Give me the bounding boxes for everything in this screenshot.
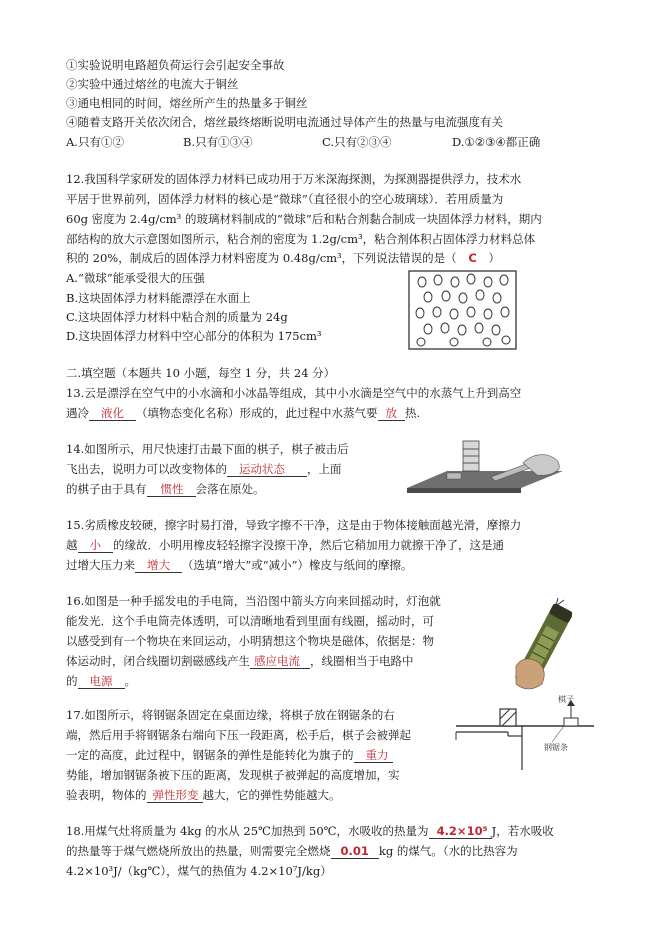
q12-option-b: B.这块固体浮力材料能漂浮在水面上 [66, 291, 251, 305]
q11-statement-1: ①实验说明电路超负荷运行会引起安全事故 [66, 58, 285, 72]
q15-line-2-b: 的缘故．小明用橡皮轻轻擦字没擦干净，然后它稍加用力就擦干净了，这是通 [113, 538, 504, 552]
q12-line-5 [66, 249, 500, 267]
q12-answer: C [468, 251, 477, 265]
q13-answer-1: 液化 [101, 406, 124, 420]
q13-answer-2: 放 [385, 406, 397, 420]
q15-line-1: 15.劣质橡皮较硬，擦字时易打滑，导致字擦不干净，这是由于物体接触面越光滑，摩擦力 [66, 518, 522, 532]
q17-blank-1 [354, 748, 393, 763]
q15-line-3-a: 过增大压力来 [66, 558, 135, 572]
q17-answer-2: 弹性形变 [152, 788, 199, 802]
q18-line-2 [66, 842, 518, 860]
q13-line-2 [66, 404, 420, 422]
q12-option-c: C.这块固体浮力材料中粘合剂的质量为 24g [66, 310, 288, 324]
q16-line-4 [66, 652, 414, 670]
q14-blank-2 [147, 482, 196, 497]
q18-line-3: 4.2×10³J/（kg℃），煤气的热值为 4.2×10⁷J/kg） [66, 864, 332, 878]
q11-option-b: B.只有①③④ [183, 135, 253, 149]
q15-line-3 [66, 556, 413, 574]
q15-line-3-b: （选填“增大”或“减小”）橡皮与纸间的摩擦。 [182, 558, 413, 572]
q16-answer-1: 感应电流 [254, 654, 300, 668]
q14-line-2-a: 飞出去，说明力可以改变物体的 [66, 462, 227, 476]
q16-line-5-b: 。 [124, 674, 136, 688]
q16-line-5 [66, 672, 136, 690]
q17-line-5 [66, 786, 341, 804]
q15-line-2-a: 越 [66, 538, 78, 552]
q18-line-1-b: J，若水吸收 [491, 824, 554, 838]
q18-line-1 [66, 822, 554, 840]
q11-statement-4: ④随着支路开关依次闭合，熔丝最终熔断说明电流通过导体产生的热量与电流强度有关 [66, 115, 503, 129]
q13-line-2-b: （填物态变化名称）形成的，此过程中水蒸气要 [136, 406, 378, 420]
q15-answer-1: 小 [89, 538, 101, 552]
q13-blank-1 [89, 406, 136, 421]
q17-line-5-b: 越大，它的弹性势能越大。 [202, 788, 341, 802]
q11-option-d: D.①②③④都正确 [452, 135, 541, 149]
fig-label-saw: 钢锯条 [544, 743, 568, 752]
checker-strike-figure [403, 433, 568, 495]
q17-blank-2 [147, 788, 203, 803]
q17-line-3-a: 一定的高度，此过程中，钢锯条的弹性是能转化为旗子的 [66, 748, 354, 762]
q11-statement-3: ③通电相同的时间，熔丝所产生的热量多于铜丝 [66, 96, 308, 110]
q16-line-3: 以感受到有一个物块在来回运动，小明猜想这个物块是磁体，依据是：物 [66, 634, 434, 648]
q12-close-paren: ） [488, 251, 500, 265]
q18-answer-1: 4.2×10⁵ [436, 824, 488, 838]
q14-line-3-b: 会落在原处。 [195, 482, 265, 496]
q14-blank-1 [227, 462, 307, 477]
q16-answer-2: 电源 [89, 674, 113, 688]
microsphere-diagram [408, 270, 518, 352]
section-2-heading: 二.填空题（本题共 10 小题，每空 1 分，共 24 分） [66, 366, 336, 380]
q17-line-1: 17.如图所示，将钢锯条固定在桌面边缘，将棋子放在钢锯条的右 [66, 708, 395, 722]
q11-options [66, 133, 541, 151]
q16-line-4-a: 体运动时，闭合线圈切割磁感线产生 [66, 654, 250, 668]
q12-line-3: 60g 密度为 2.4g/cm³ 的玻璃材料制成的“微球”后和粘合剂黏合制成一块固体浮力材料，期内 [66, 212, 542, 226]
q14-line-1: 14.如图所示，用尺快速打击最下面的棋子，棋子被击后 [66, 442, 349, 456]
q16-blank-1 [250, 654, 310, 669]
q11-option-a: A.只有①② [66, 135, 124, 149]
q14-answer-1: 运动状态 [239, 462, 285, 476]
q11-statement-2: ②实验中通过熔丝的电流大于铜丝 [66, 77, 239, 91]
q12-line-1: 12.我国科学家研发的固体浮力材料已成功用于万米深海探测，为探测器提供浮力，技术水 [66, 172, 522, 186]
q17-line-3 [66, 746, 393, 764]
flashlight-figure [510, 596, 572, 706]
q15-answer-2: 增大 [147, 558, 170, 572]
q17-line-2: 端，然后用手将钢锯条右端向下压一段距离，松手后，棋子会被弹起 [66, 728, 411, 742]
q18-line-1-a: 18.用煤气灶将质量为 4kg 的水从 25℃加热到 50℃，水吸收的热量为 [66, 824, 429, 838]
q15-line-2 [66, 536, 504, 554]
q13-blank-2 [378, 406, 406, 421]
q11-option-c: C.只有②③④ [322, 135, 392, 149]
q17-line-4: 势能，增加钢锯条被下压的距离，发现棋子被弹起的高度增加，实 [66, 768, 400, 782]
q18-answer-2: 0.01 [340, 844, 369, 858]
q15-blank-1 [78, 538, 114, 553]
q12-line-2: 平居于世界前列，固体浮力材料的核心是“微球”（直径很小的空心玻璃球）．若用质量为 [66, 192, 504, 206]
q12-line-4: 部结构的放大示意图如图所示，粘合剂的密度为 1.2g/cm³，粘合剂体积占固体浮力材料总体 [66, 232, 536, 246]
q13-line-2-a: 遇冷 [66, 406, 89, 420]
q18-line-2-b: kg 的煤气。（水的比热容为 [378, 844, 518, 858]
q14-line-2-b: ，上面 [307, 462, 342, 476]
q18-blank-2 [331, 844, 379, 859]
q16-line-1: 16.如图是一种手摇发电的手电筒，当沿图中箭头方向来回摇动时，灯泡就 [66, 594, 441, 608]
q16-line-5-a: 的 [66, 674, 78, 688]
fig-label-checker: 棋子 [558, 695, 574, 704]
q13-line-2-c: 热. [405, 406, 421, 420]
q17-answer-1: 重力 [365, 748, 389, 762]
q16-line-4-b: ，线圈相当于电路中 [310, 654, 414, 668]
q16-blank-2 [78, 674, 125, 689]
q14-answer-2: 惯性 [160, 482, 184, 496]
q13-line-1: 13.云是漂浮在空气中的小水滴和小冰晶等组成，其中小水滴是空气中的水蒸气上升到高空 [66, 386, 522, 400]
q18-line-2-a: 的热量等于煤气燃烧所放出的热量，则需要完全燃烧 [66, 844, 331, 858]
q17-line-5-a: 验表明，物体的 [66, 788, 147, 802]
q14-line-3 [66, 480, 265, 498]
q14-line-2 [66, 460, 342, 478]
q16-line-2: 能发光．这个手电筒壳体透明，可以清晰地看到里面有线圈，摇动时，可 [66, 614, 434, 628]
q12-option-d: D.这块固体浮力材料中空心部分的体积为 175cm³ [66, 329, 322, 343]
q14-line-3-a: 的棋子由于具有 [66, 482, 147, 496]
q15-blank-2 [135, 558, 182, 573]
saw-blade-figure [452, 692, 602, 772]
q12-line-5-text: 积的 20%，制成后的固体浮力材料密度为 0.48g/cm³，下列说法错误的是（ [66, 251, 457, 265]
q12-option-a: A.“微球”能承受很大的压强 [66, 271, 205, 285]
q18-blank-1 [429, 824, 492, 839]
